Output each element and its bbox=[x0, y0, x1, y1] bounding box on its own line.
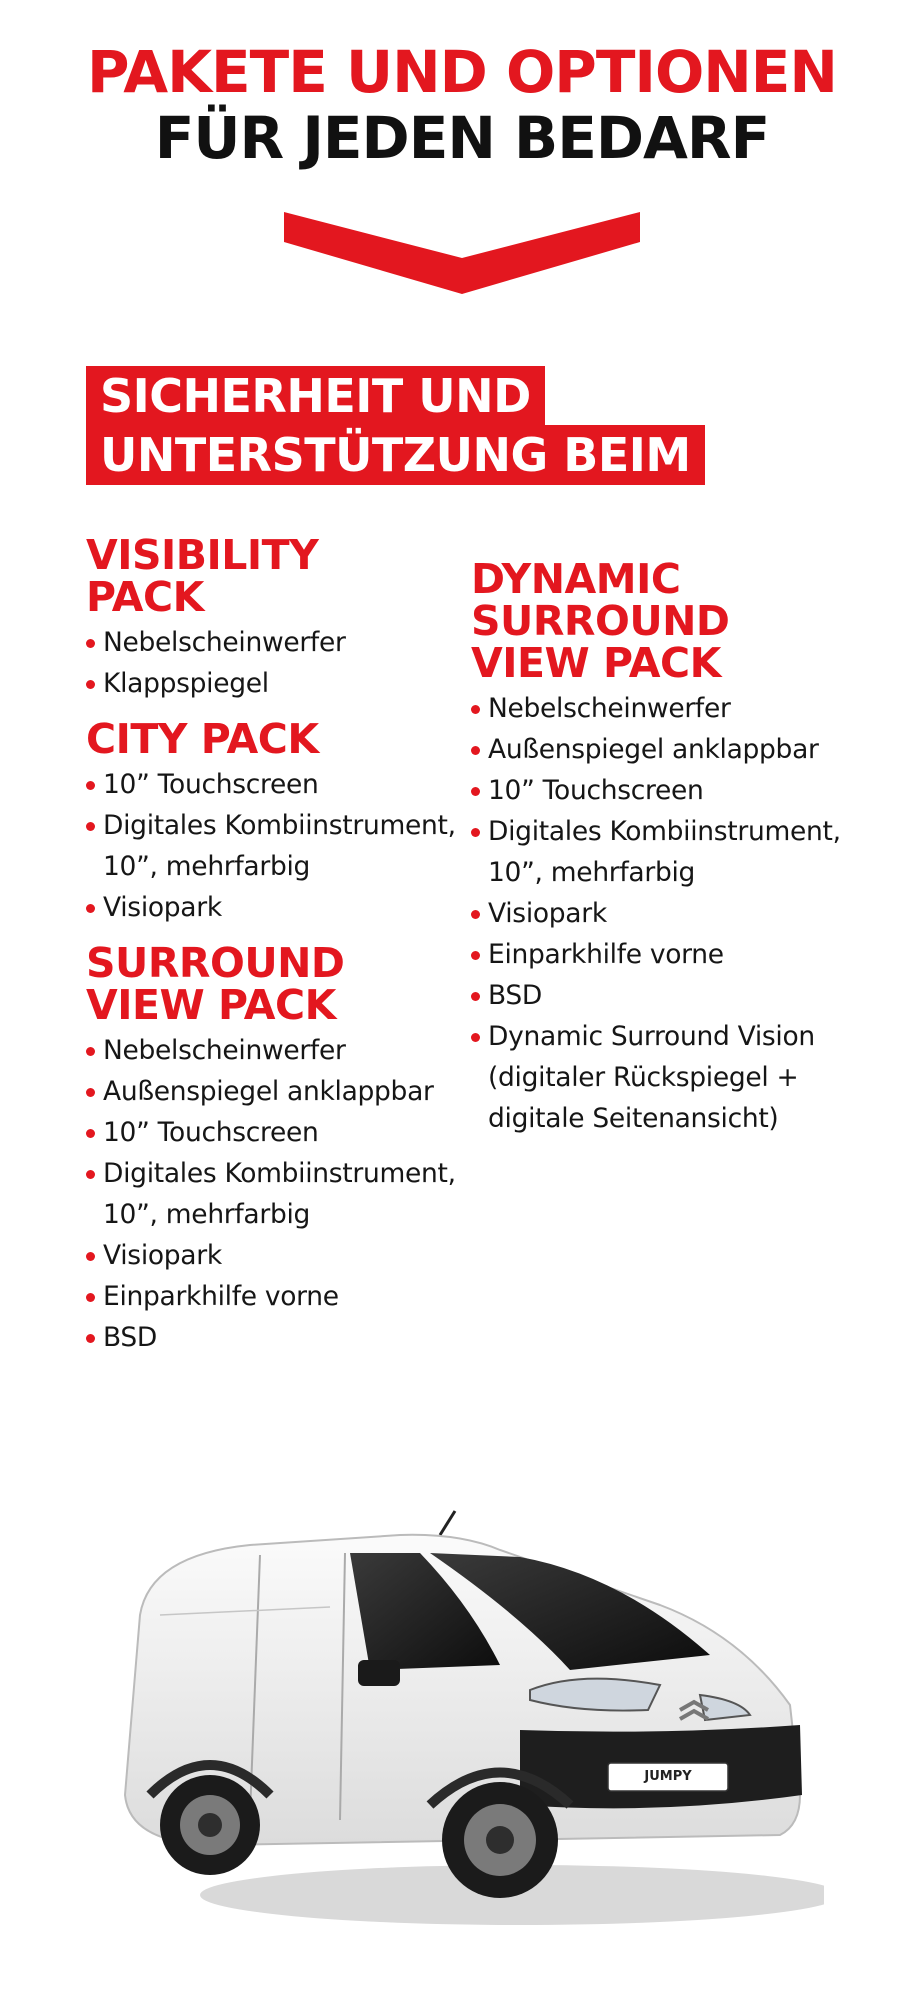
license-plate: JUMPY bbox=[644, 1769, 692, 1784]
pack-title: SURROUND VIEW PACK bbox=[86, 939, 345, 1029]
chevron-down-icon bbox=[284, 212, 640, 294]
feature-list bbox=[471, 688, 871, 1139]
list-item: Digitales Kombiinstrument, 10”, mehrfarbig bbox=[86, 1153, 466, 1235]
list-item: Einparkhilfe vorne bbox=[86, 1276, 466, 1317]
pack-title: DYNAMIC SURROUND VIEW PACK bbox=[471, 555, 730, 687]
list-item: Visiopark bbox=[86, 887, 466, 928]
list-item: 10” Touchscreen bbox=[86, 764, 466, 805]
list-item: BSD bbox=[471, 975, 871, 1016]
pack-surround-view bbox=[86, 939, 466, 1358]
packs-right-column bbox=[471, 555, 871, 1153]
list-item: 10” Touchscreen bbox=[86, 1112, 466, 1153]
pack-dynamic-surround-view bbox=[471, 555, 871, 1139]
list-item: Einparkhilfe vorne bbox=[471, 934, 871, 975]
section-banner bbox=[86, 366, 705, 485]
list-item: BSD bbox=[86, 1317, 466, 1358]
list-item: Visiopark bbox=[471, 893, 871, 934]
feature-list bbox=[86, 1030, 466, 1358]
feature-list bbox=[86, 622, 466, 704]
list-item: Außenspiegel anklappbar bbox=[471, 729, 871, 770]
pack-title: VISIBILITY PACK bbox=[86, 531, 319, 621]
section-title-line-2: UNTERSTÜTZUNG BEIM bbox=[86, 425, 705, 485]
packs-left-column bbox=[86, 531, 466, 1372]
section-title-line-1: SICHERHEIT UND bbox=[86, 366, 545, 426]
van-image bbox=[100, 1495, 824, 1935]
feature-list bbox=[86, 764, 466, 928]
list-item: Digitales Kombiinstrument, 10”, mehrfarbig bbox=[86, 805, 466, 887]
pack-visibility bbox=[86, 531, 466, 704]
list-item: 10” Touchscreen bbox=[471, 770, 871, 811]
list-item: Digitales Kombiinstrument, 10”, mehrfarbig bbox=[471, 811, 871, 893]
list-item: Nebelscheinwerfer bbox=[471, 688, 871, 729]
pack-title: CITY PACK bbox=[86, 715, 319, 763]
list-item: Nebelscheinwerfer bbox=[86, 1030, 466, 1071]
list-item: Visiopark bbox=[86, 1235, 466, 1276]
headline-line-1: PAKETE UND OPTIONEN bbox=[87, 38, 837, 106]
list-item: Nebelscheinwerfer bbox=[86, 622, 466, 663]
list-item: Außenspiegel anklappbar bbox=[86, 1071, 466, 1112]
list-item: Klappspiegel bbox=[86, 663, 466, 704]
list-item: Dynamic Surround Vision (digitaler Rückspiegel + digitale Seitenansicht) bbox=[471, 1016, 871, 1139]
pack-city bbox=[86, 715, 466, 928]
headline-line-2: FÜR JEDEN BEDARF bbox=[154, 104, 770, 172]
